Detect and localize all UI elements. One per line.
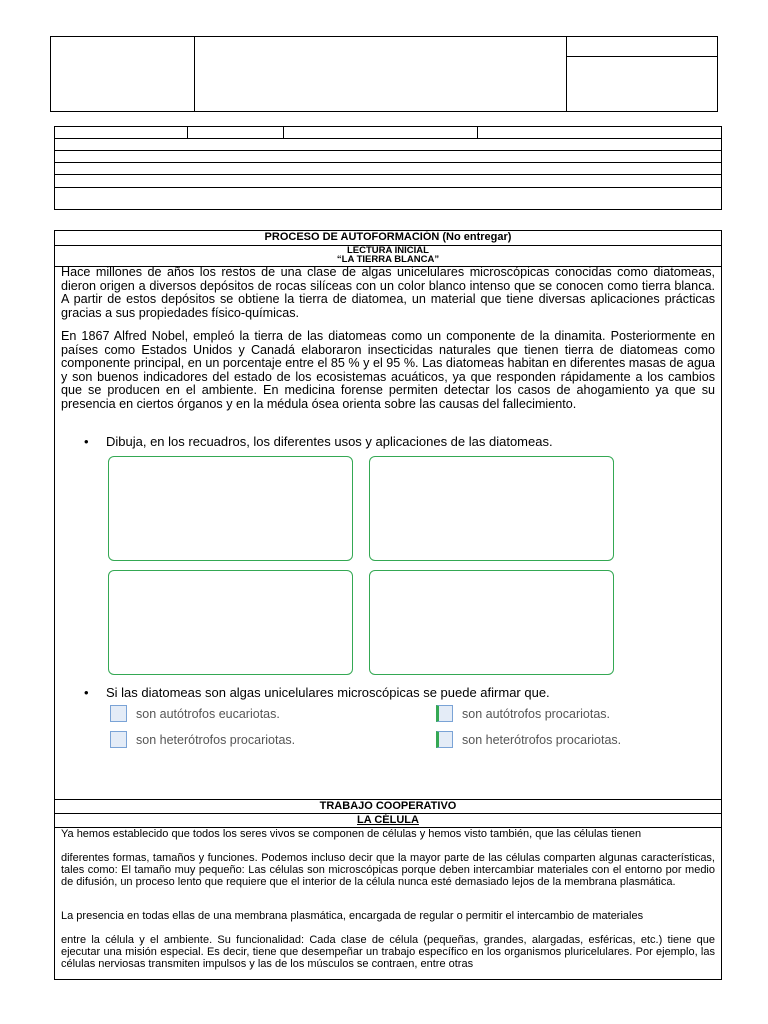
section1-title: PROCESO DE AUTOFORMACIÓN (No entregar) <box>264 231 512 243</box>
drawing-box-1[interactable] <box>108 456 353 561</box>
header-divider <box>566 36 567 112</box>
bullet-dot: • <box>84 685 89 700</box>
section2-subtitle <box>54 814 722 827</box>
header-divider <box>566 56 718 57</box>
paragraph-nobel: En 1867 Alfred Nobel, empleó la tierra de las diatomeas como un componente de la dinamita. Posteriormente en países como Estados Unidos y Canadá elaboraron insecticidas naturales que tienen tierra de diatomeas como componente principal, en un porcentaje entre el 85 % y el 95 %. Las diatomeas habitan en diferentes masas de agua y son buenos indicadores del estado de los ecosistemas acuáticos, ya que responden rápidamente a los cambios que se producen en el ambiente. En medicina forense permiten detectar los casos de ahogamiento ya que su presencia en ciertos órganos y en la médula ósea orienta sobre las causas del fallecimiento. <box>61 329 715 411</box>
option-4[interactable] <box>436 731 621 748</box>
bullet-draw-uses-text: Dibuja, en los recuadros, los diferentes usos y aplicaciones de las diatomeas. <box>106 434 553 449</box>
bullet-draw-uses <box>84 434 714 449</box>
cell-paragraph-1: diferentes formas, tamaños y funciones. Podemos incluso decir que la mayor parte de las células comparten algunas características, tales como: El tamaño muy pequeño: Las células son microscópicas porque deben intercambiar materiales con el entorno por medio de difusión, un proceso lento que requiere que el interior de la célula nunca esté demasiado lejos de la membrana plasmática. <box>61 852 715 889</box>
bullet-question <box>84 685 714 700</box>
info-col-line <box>477 126 478 138</box>
header-table <box>50 36 718 112</box>
drawing-box-4[interactable] <box>369 570 614 675</box>
option-label: son heterótrofos procariotas. <box>136 732 296 747</box>
header-divider <box>194 36 195 112</box>
drawing-box-3[interactable] <box>108 570 353 675</box>
option-3[interactable] <box>110 731 295 748</box>
info-row-line <box>54 138 722 139</box>
paragraph-intro: Hace millones de años los restos de una clase de algas unicelulares microscópicas conocidas como diatomeas, dieron origen a diversos depósitos de rocas silíceas con un color blanco intenso que se conocen como tierra blanca. A partir de estos depósitos se obtiene la tierra de diatomea, un material que tiene diversas aplicaciones prácticas gracias a sus propiedades físico-químicas. <box>61 265 715 320</box>
checkbox[interactable] <box>436 731 453 748</box>
checkbox[interactable] <box>436 705 453 722</box>
option-label: son autótrofos eucariotas. <box>136 706 280 721</box>
drawing-box-2[interactable] <box>369 456 614 561</box>
section2-title: TRABAJO COOPERATIVO <box>319 800 457 812</box>
option-1[interactable] <box>110 705 280 722</box>
section2-subtitle-text: LA CÉLULA <box>357 814 419 826</box>
bullet-question-text: Si las diatomeas son algas unicelulares microscópicas se puede afirmar que. <box>106 685 550 700</box>
info-col-line <box>283 126 284 138</box>
section1-subtitle-2: “LA TIERRA BLANCA” <box>336 254 440 265</box>
checkbox[interactable] <box>110 705 127 722</box>
section1-subtitle-1: LECTURA INICIAL <box>347 245 429 256</box>
option-label: son heterótrofos procariotas. <box>462 732 622 747</box>
cell-paragraph-2-first-line: La presencia en todas ellas de una membrana plasmática, encargada de regular o permitir el intercambio de materiales <box>61 910 644 922</box>
info-row-line <box>54 150 722 151</box>
info-row-line <box>54 162 722 163</box>
info-row-line <box>54 187 722 188</box>
info-col-line <box>187 126 188 138</box>
option-label: son autótrofos procariotas. <box>462 706 610 721</box>
info-row-line <box>54 174 722 175</box>
option-2[interactable] <box>436 705 610 722</box>
bullet-dot: • <box>84 434 89 449</box>
cell-paragraph-1-first-line: Ya hemos establecido que todos los seres vivos se componen de células y hemos visto también, que las células tienen <box>61 828 642 840</box>
cell-paragraph-2: entre la célula y el ambiente. Su funcionalidad: Cada clase de célula (pequeñas, grandes, alargadas, esféricas, etc.) tiene que ejecutar una misión especial. Es decir, tiene que desempeñar un trabajo específico en los organismos pluricelulares. Por ejemplo, las células nerviosas transmiten impulsos y las de los músculos se contraen, entre otras <box>61 934 715 971</box>
checkbox[interactable] <box>110 731 127 748</box>
